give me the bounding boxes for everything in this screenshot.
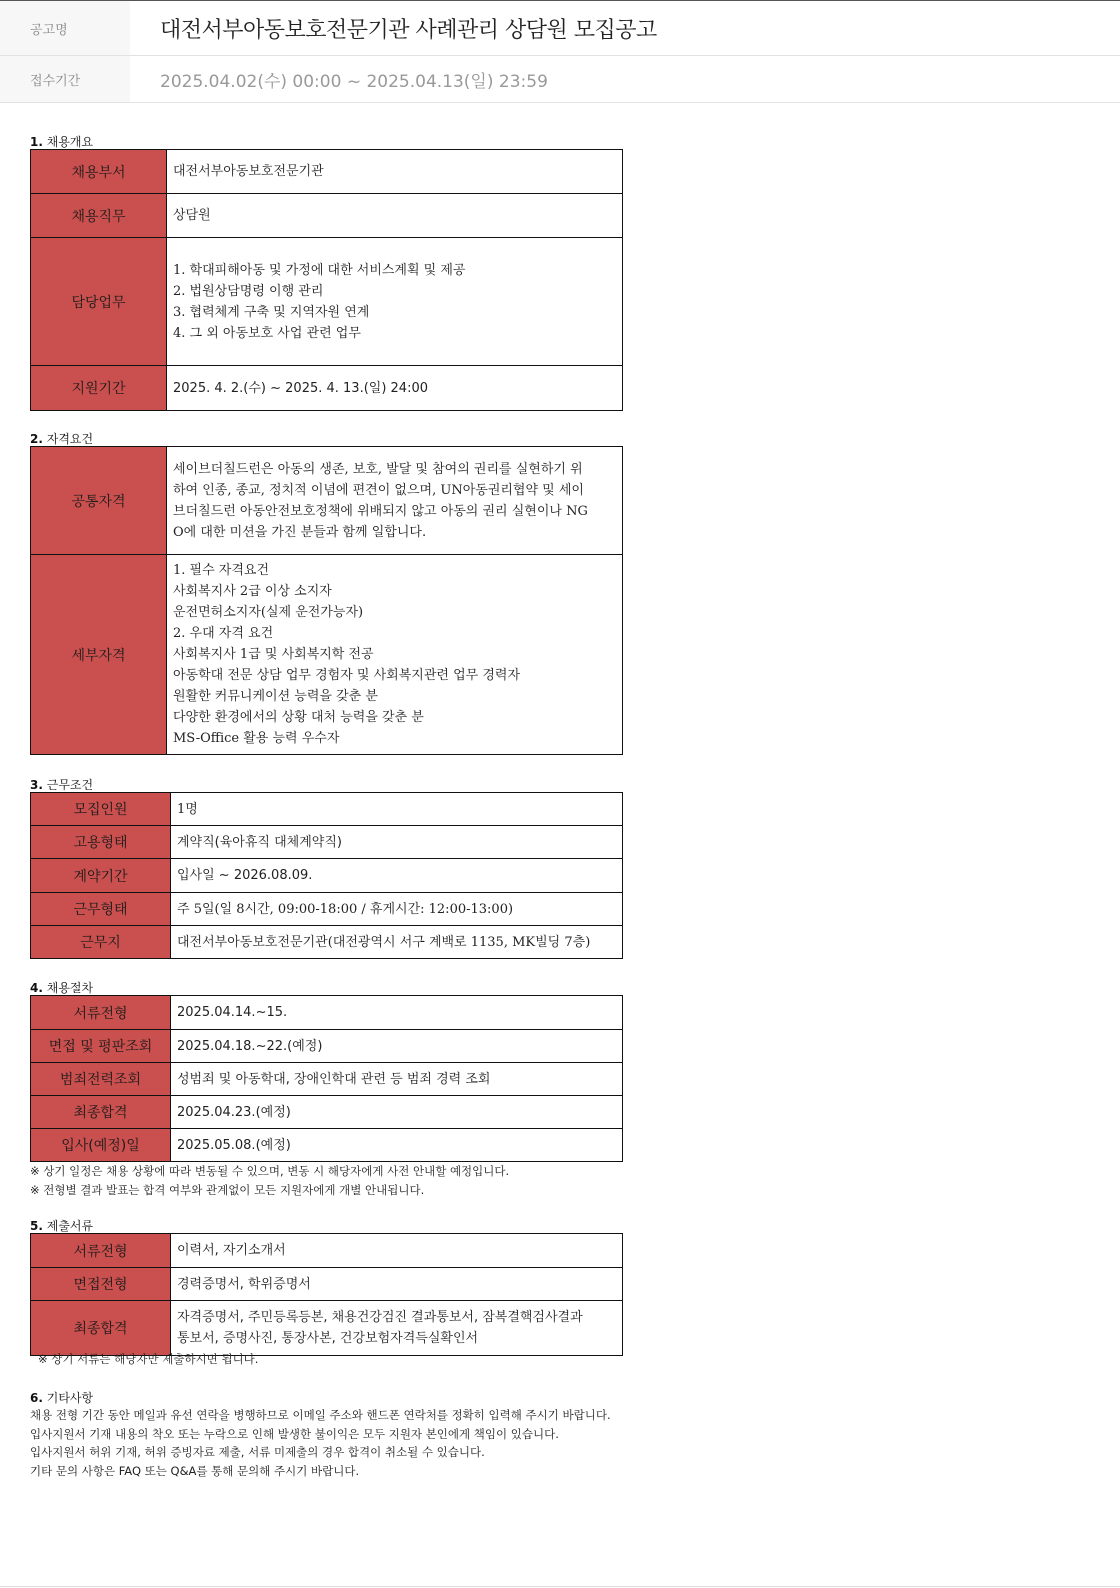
title-row	[0, 1, 1120, 56]
section-1-title: 1. 채용개요	[30, 135, 94, 149]
duties-list: 1. 학대피해아동 및 가정에 대한 서비스계획 및 제공 2. 법원상담명령 이행 관리 3. 협력체계 구축 및 지역자원 연계 4. 그 외 아동보호 사업 관련 업무	[167, 238, 623, 366]
common-qualification: 세이브더칠드런은 아동의 생존, 보호, 발달 및 참여의 권리를 실현하기 위 하여 인종, 종교, 정치적 이념에 편견이 없으며, UN아동권리협약 및 세이 브더칠드런 아동안전보호정책에 위배되지 않고 아동의 권리 실현이나 NG O에 대한 미션을 가진 분들과 함께 일합니다.	[167, 447, 623, 555]
row-label: 최종합격	[31, 1301, 171, 1356]
row-label: 근무지	[31, 926, 171, 959]
table-row	[31, 1063, 623, 1096]
section-2-title: 2. 자격요건	[30, 432, 94, 446]
row-label: 서류전형	[31, 996, 171, 1030]
section-4-title: 4. 채용절차	[30, 981, 94, 995]
row-label: 면접전형	[31, 1268, 171, 1301]
row-value: 성범죄 및 아동학대, 장애인학대 관련 등 범죄 경력 조회	[171, 1063, 623, 1096]
page-title: 대전서부아동보호전문기관 사례관리 상담원 모집공고	[160, 17, 657, 43]
documents-table	[30, 1233, 623, 1356]
table-row	[31, 1234, 623, 1268]
period-row	[0, 56, 1120, 103]
title-label: 공고명	[0, 1, 130, 55]
row-value: 주 5일(일 8시간, 09:00-18:00 / 휴게시간: 12:00-13:00)	[171, 893, 623, 926]
row-label: 채용직무	[31, 194, 167, 238]
row-label: 근무형태	[31, 893, 171, 926]
row-label: 최종합격	[31, 1096, 171, 1129]
row-label: 지원기간	[31, 366, 167, 411]
row-value: 2025.04.18.~22.(예정)	[171, 1030, 623, 1063]
row-value: 2025.05.08.(예정)	[171, 1129, 623, 1162]
row-value: 상담원	[167, 194, 623, 238]
table-row	[31, 1301, 623, 1356]
row-label: 서류전형	[31, 1234, 171, 1268]
row-value: 2025. 4. 2.(수) ~ 2025. 4. 13.(일) 24:00	[167, 366, 623, 411]
table-row	[31, 366, 623, 411]
row-label: 세부자격	[31, 555, 167, 755]
row-label: 계약기간	[31, 859, 171, 893]
qualification-table	[30, 446, 623, 755]
row-value: 대전서부아동보호전문기관(대전광역시 서구 계백로 1135, MK빌딩 7층)	[171, 926, 623, 959]
table-row	[31, 1030, 623, 1063]
table-row	[31, 1129, 623, 1162]
table-row	[31, 150, 623, 194]
row-value: 대전서부아동보호전문기관	[167, 150, 623, 194]
hiring-process-table	[30, 995, 623, 1162]
final-documents: 자격증명서, 주민등록등본, 채용건강검진 결과통보서, 잠복결핵검사결과 통보서, 증명사진, 통장사본, 건강보험자격득실확인서	[171, 1301, 623, 1356]
schedule-notes: ※ 상기 일정은 채용 상황에 따라 변동될 수 있으며, 변동 시 해당자에게 사전 안내할 예정입니다. ※ 전형별 결과 발표는 합격 여부와 관계없이 모든 지원자에게 개별 안내됩니다.	[30, 1164, 510, 1197]
row-value: 이력서, 자기소개서	[171, 1234, 623, 1268]
detail-qualification: 1. 필수 자격요건 사회복지사 2급 이상 소지자 운전면허소지자(실제 운전가능자) 2. 우대 자격 요건 사회복지사 1급 및 사회복지학 전공 아동학대 전문 상담 업무 경험자 및 사회복지관련 업무 경력자 원활한 커뮤니케이션 능력을 갖춘 분 다양한 환경에서의 상황 대처 능력을 갖춘 분 MS-Office 활용 능력 우수자	[167, 555, 623, 755]
working-conditions-table	[30, 792, 623, 959]
table-row	[31, 1096, 623, 1129]
table-row	[31, 826, 623, 859]
row-label: 고용형태	[31, 826, 171, 859]
section-3-title: 3. 근무조건	[30, 778, 94, 792]
other-notes: 채용 전형 기간 동안 메일과 유선 연락을 병행하므로 이메일 주소와 핸드폰 연락처를 정확히 입력해 주시기 바랍니다. 입사지원서 기재 내용의 착오 또는 누락으로 인해 발생한 불이익은 모두 지원자 본인에게 책임이 있습니다. 입사지원서 허위 기재, 허위 증빙자료 제출, 서류 미제출의 경우 합격이 취소될 수 있습니다. 기타 문의 사항은 FAQ 또는 Q&A를 통해 문의해 주시기 바랍니다.	[30, 1408, 611, 1478]
table-row	[31, 926, 623, 959]
table-row	[31, 238, 623, 366]
table-row	[31, 447, 623, 555]
period-label: 접수기간	[0, 56, 130, 102]
row-label: 면접 및 평판조회	[31, 1030, 171, 1063]
row-label: 담당업무	[31, 238, 167, 366]
table-row	[31, 1268, 623, 1301]
table-row	[31, 893, 623, 926]
application-period: 2025.04.02(수) 00:00 ~ 2025.04.13(일) 23:59	[160, 71, 548, 92]
bottom-divider	[0, 1586, 1120, 1587]
row-value: 2025.04.23.(예정)	[171, 1096, 623, 1129]
row-value: 계약직(육아휴직 대체계약직)	[171, 826, 623, 859]
row-value: 경력증명서, 학위증명서	[171, 1268, 623, 1301]
row-label: 채용부서	[31, 150, 167, 194]
section-6-title: 6. 기타사항	[30, 1391, 94, 1405]
row-label: 범죄전력조회	[31, 1063, 171, 1096]
section-5-title: 5. 제출서류	[30, 1219, 94, 1233]
table-row	[31, 793, 623, 826]
table-row	[31, 555, 623, 755]
row-label: 공통자격	[31, 447, 167, 555]
row-value: 2025.04.14.~15.	[171, 996, 623, 1030]
table-row	[31, 996, 623, 1030]
documents-note: ※ 상기 서류는 해당자만 제출하시면 됩니다.	[38, 1352, 259, 1366]
overview-table	[30, 149, 623, 411]
table-row	[31, 859, 623, 893]
row-label: 모집인원	[31, 793, 171, 826]
row-value: 입사일 ~ 2026.08.09.	[171, 859, 623, 893]
row-label: 입사(예정)일	[31, 1129, 171, 1162]
row-value: 1명	[171, 793, 623, 826]
table-row	[31, 194, 623, 238]
